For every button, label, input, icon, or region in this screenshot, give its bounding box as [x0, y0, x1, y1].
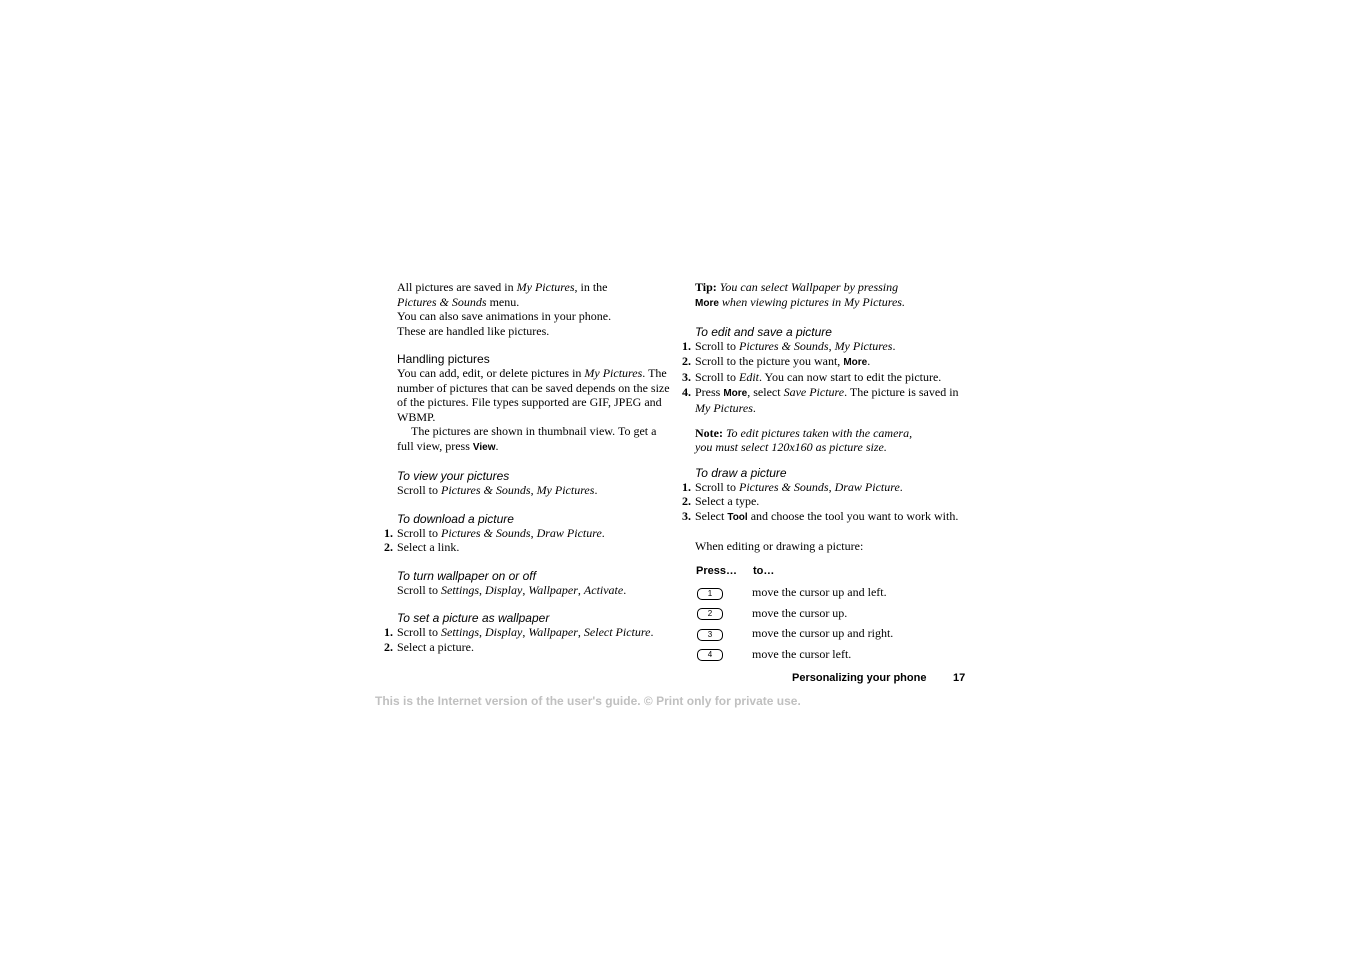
body-text: My Pictures	[584, 366, 643, 380]
table-header-row	[695, 564, 893, 583]
table-row	[695, 603, 893, 624]
step-number: 2.	[682, 353, 691, 368]
body-text: Display	[485, 582, 523, 597]
body-text: and choose the tool you want to work with.	[747, 508, 959, 523]
body-text: . The number of pictures that can be saved depends on the size of the pictures. File types supported are GIF, JPEG and WBMP.	[397, 366, 670, 424]
edit-heading: To edit and save a picture	[695, 325, 832, 339]
body-text: Settings	[441, 582, 479, 597]
body-text: ,	[828, 479, 835, 494]
intro-text: These are handled like pictures.	[397, 323, 550, 338]
action-cell: move the cursor up.	[752, 605, 848, 620]
step-number: 1.	[384, 625, 393, 639]
intro-paragraph	[397, 280, 672, 338]
body-text: Select a link.	[397, 540, 460, 554]
wallpaper-toggle-heading: To turn wallpaper on or off	[397, 568, 536, 583]
step-number: 2.	[384, 639, 393, 654]
body-text: Select a picture.	[397, 639, 474, 654]
view-instruction	[397, 483, 672, 498]
edit-step	[682, 370, 975, 385]
body-text: Press	[695, 384, 724, 399]
set-wallpaper-step	[384, 639, 672, 655]
body-text: .	[650, 625, 654, 639]
action-cell: move the cursor left.	[752, 646, 852, 661]
table-row	[695, 644, 893, 665]
step-number: 1.	[682, 479, 691, 494]
download-step	[384, 540, 672, 555]
body-text: Scroll to	[397, 525, 441, 540]
column-header: Press…	[696, 564, 737, 577]
body-text: ,	[828, 339, 835, 353]
body-text: .	[752, 401, 756, 415]
step-number: 3.	[682, 508, 691, 523]
tip-text: You can select Wallpaper by pressing	[716, 280, 899, 294]
body-text: Scroll to	[695, 339, 739, 353]
step-number: 3.	[682, 370, 691, 384]
note-label: Note:	[695, 425, 723, 440]
body-text: Pictures & Sounds	[441, 483, 531, 497]
key-1-icon: 1	[697, 588, 723, 600]
body-text: Save Picture	[783, 384, 845, 399]
step-number: 1.	[682, 339, 691, 353]
spacer	[695, 416, 975, 426]
page-number: 17	[953, 672, 966, 684]
handling-paragraph	[397, 366, 672, 424]
body-text: Wallpaper	[528, 582, 578, 597]
wallpaper-toggle-instruction	[397, 583, 672, 598]
step-number: 1.	[384, 525, 393, 540]
download-step	[384, 525, 672, 541]
key-3-icon: 3	[697, 629, 723, 641]
body-text: Scroll to	[695, 370, 739, 384]
action-cell: move the cursor up and left.	[752, 585, 887, 599]
body-text: ,	[522, 582, 529, 597]
draw-step	[682, 479, 975, 495]
body-text: My Pictures	[536, 483, 595, 497]
body-text: ,	[522, 625, 529, 639]
body-text: Scroll to the picture you want,	[695, 353, 844, 368]
body-text: Activate	[583, 582, 624, 597]
body-text: ,	[530, 525, 537, 540]
tool-key-label: Tool	[727, 511, 748, 523]
body-text: ,	[577, 582, 584, 597]
handling-paragraph-2	[397, 424, 672, 455]
body-text: Draw Picture	[536, 525, 602, 540]
more-key-label: More	[695, 297, 719, 309]
page-footer	[792, 672, 966, 684]
body-text: ,	[577, 625, 584, 639]
note-text: To edit pictures taken with the camera,	[722, 425, 913, 440]
set-wallpaper-step	[384, 625, 672, 640]
view-heading: To view your pictures	[397, 469, 510, 483]
table-row	[695, 623, 893, 644]
intro-text: All pictures are saved in	[397, 280, 517, 294]
body-text: Scroll to	[397, 483, 441, 497]
body-text: Pictures & Sounds	[739, 339, 829, 353]
editing-intro: When editing or drawing a picture:	[695, 539, 864, 553]
body-text: Scroll to	[397, 582, 441, 597]
body-text: Select	[695, 508, 728, 523]
body-text: . You can now start to edit the picture.	[759, 370, 942, 384]
body-text: Pictures & Sounds	[441, 525, 531, 540]
table-row	[695, 582, 893, 603]
edit-step	[682, 353, 975, 371]
body-text: Draw Picture	[834, 479, 900, 494]
more-key-label: More	[843, 356, 868, 368]
note-box	[695, 426, 975, 455]
step-number: 4.	[682, 384, 691, 399]
left-column	[384, 280, 672, 654]
body-text: ,	[479, 582, 485, 597]
body-text: .	[867, 353, 871, 368]
more-key-label: More	[723, 387, 748, 399]
body-text: .	[495, 438, 499, 453]
note-text: you must select 120x160 as picture size.	[695, 440, 887, 454]
view-key-label: View	[472, 441, 496, 453]
body-text: ,	[479, 625, 485, 639]
body-text: ,	[530, 483, 537, 497]
tip-text: when viewing pictures in My Pictures.	[718, 294, 905, 309]
handling-heading: Handling pictures	[397, 352, 490, 366]
body-text: You can add, edit, or delete pictures in	[397, 366, 585, 380]
key-cell	[695, 644, 752, 665]
step-number: 2.	[682, 494, 691, 508]
body-text: .	[623, 582, 627, 597]
body-text: Edit	[739, 370, 759, 384]
tip-box	[695, 280, 975, 311]
key-2-icon: 2	[697, 608, 723, 620]
body-text: My Pictures	[834, 339, 893, 353]
action-cell: move the cursor up and right.	[752, 626, 894, 640]
body-text: Select Picture	[583, 625, 651, 639]
draw-step	[682, 494, 975, 509]
key-table	[695, 564, 893, 665]
body-text: Display	[485, 625, 523, 639]
body-text: Scroll to	[695, 479, 739, 494]
draw-heading: To draw a picture	[695, 465, 787, 480]
body-text: Wallpaper	[528, 625, 578, 639]
intro-text: My Pictures	[516, 280, 575, 294]
body-text: . The picture is saved in	[844, 384, 959, 399]
body-text: .	[594, 483, 598, 497]
intro-text: , in the	[574, 280, 608, 294]
body-text: .	[899, 479, 903, 494]
set-wallpaper-heading: To set a picture as wallpaper	[397, 611, 550, 625]
edit-step	[682, 339, 975, 354]
draw-step	[682, 508, 975, 526]
intro-text: Pictures & Sounds	[397, 294, 487, 309]
download-heading: To download a picture	[397, 511, 514, 526]
body-text: .	[892, 339, 896, 353]
body-text: , select	[747, 384, 784, 399]
key-cell	[695, 582, 752, 603]
body-text: .	[601, 525, 605, 540]
body-text: Scroll to	[397, 625, 441, 639]
key-cell	[695, 603, 752, 624]
key-4-icon: 4	[697, 649, 723, 661]
right-column	[682, 280, 975, 664]
intro-text: menu.	[486, 294, 520, 309]
footer-section-title: Personalizing your phone	[792, 672, 927, 684]
body-text: Settings	[441, 625, 479, 639]
edit-step	[682, 384, 975, 416]
body-text: The pictures are shown in thumbnail view. To get a full view, press	[397, 424, 657, 453]
body-text: Select a type.	[695, 494, 760, 508]
column-header: to…	[753, 564, 775, 577]
step-number: 2.	[384, 540, 393, 554]
tip-label: Tip:	[695, 280, 717, 294]
body-text: Pictures & Sounds	[739, 479, 829, 494]
body-text: My Pictures	[695, 401, 753, 415]
key-cell	[695, 623, 752, 644]
intro-text: You can also save animations in your phone.	[397, 309, 612, 323]
watermark-text: This is the Internet version of the user's guide. © Print only for private use.	[375, 694, 801, 708]
